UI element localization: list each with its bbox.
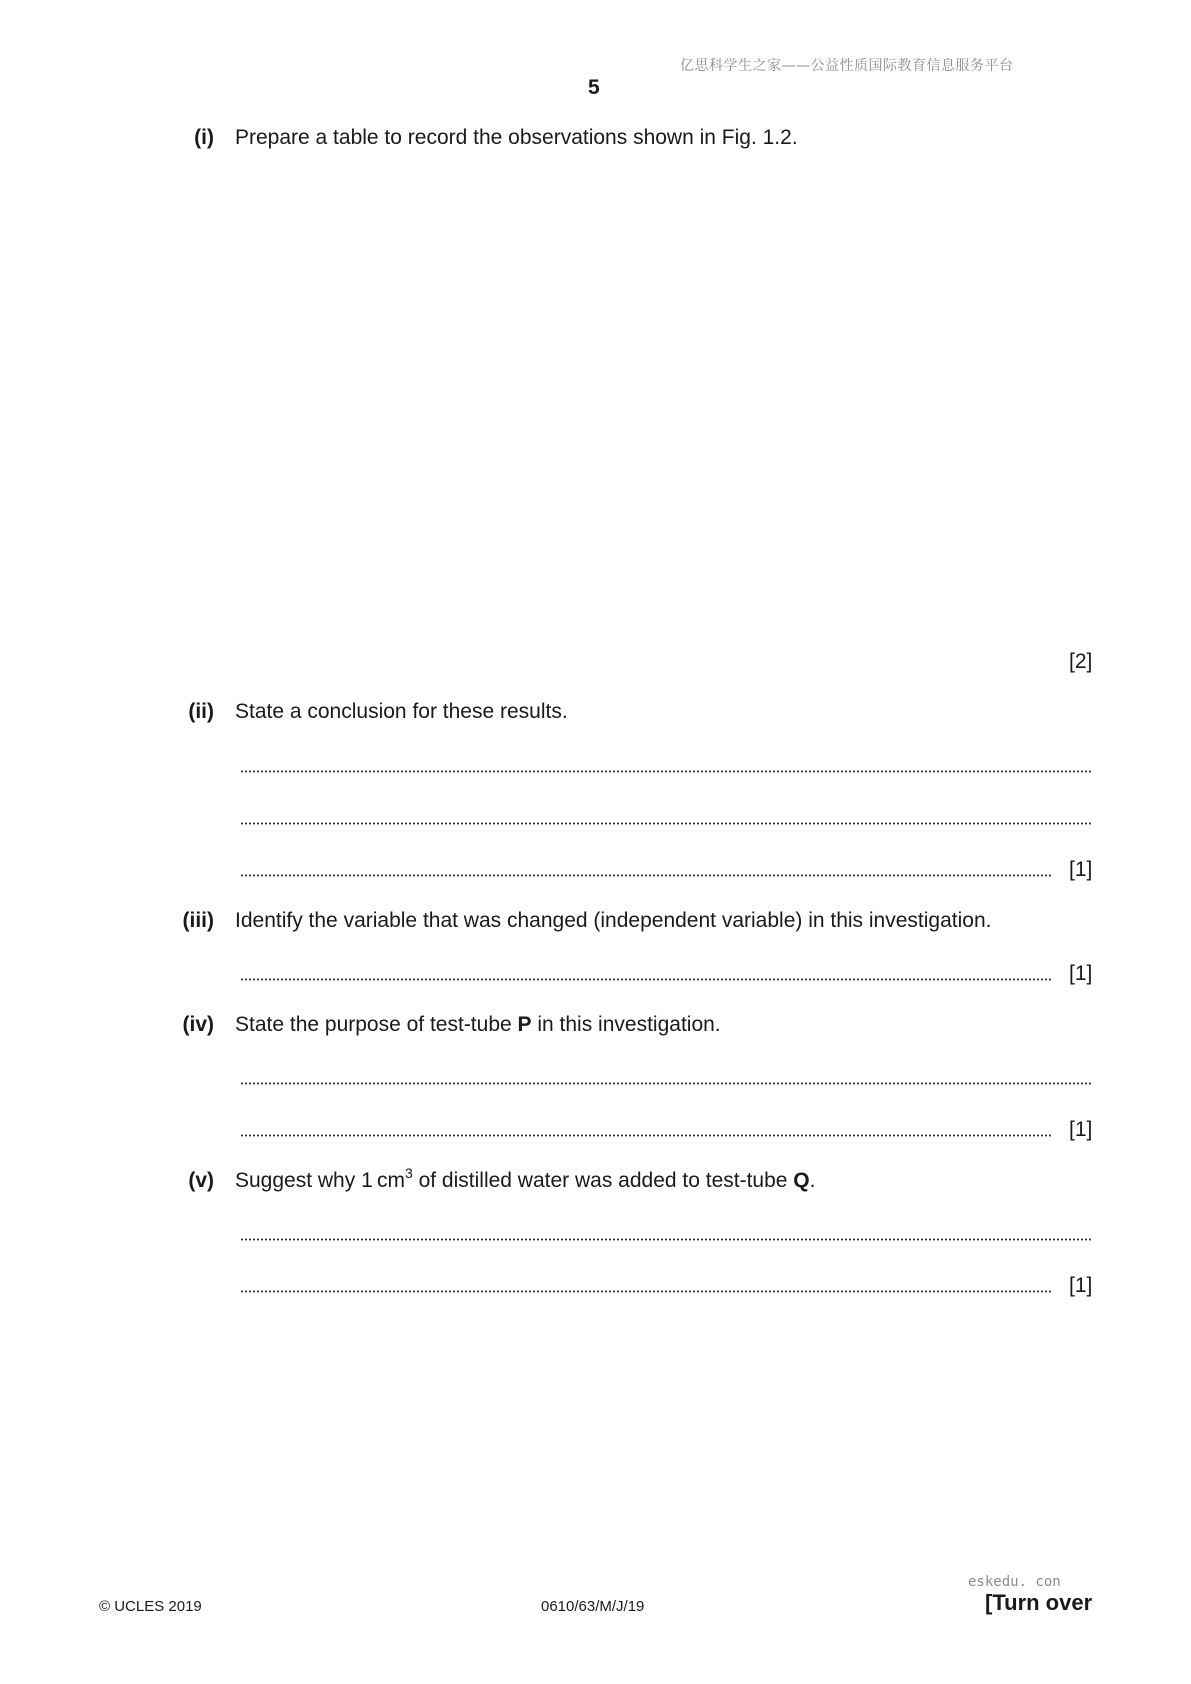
question-v-text: Suggest why 1 $cm^3$ of distilled water was added to test-tube Q. <box>235 1165 816 1192</box>
question-iii-marks: [1] <box>1069 962 1093 985</box>
question-iv-marks: [1] <box>1069 1118 1093 1141</box>
table-answer-space[interactable] <box>235 165 1092 635</box>
question-v-label: (v) <box>188 1169 214 1192</box>
turn-over-label: [Turn over <box>985 1590 1093 1615</box>
answer-line[interactable] <box>240 1290 1052 1293</box>
footer-site-watermark: eskedu. con <box>968 1574 1061 1590</box>
question-ii-marks: [1] <box>1069 858 1093 881</box>
question-iv-text: State the purpose of test-tube P in this investigation. <box>235 1013 721 1036</box>
footer-paper-code: 0610/63/M/J/19 <box>541 1598 645 1615</box>
question-i-text: Prepare a table to record the observations shown in Fig. 1.2. <box>235 126 798 149</box>
question-ii-label: (ii) <box>188 700 214 723</box>
answer-line[interactable] <box>240 822 1092 825</box>
question-i-label: (i) <box>194 126 214 149</box>
test-tube-p-label: P <box>517 1013 532 1036</box>
answer-line[interactable] <box>240 874 1052 877</box>
question-iv-label: (iv) <box>182 1013 214 1036</box>
question-i-marks: [2] <box>1069 650 1093 673</box>
footer-copyright: © UCLES 2019 <box>99 1598 202 1615</box>
answer-line[interactable] <box>240 770 1092 773</box>
question-v-marks: [1] <box>1069 1274 1093 1297</box>
question-iii-text: Identify the variable that was changed (independent variable) in this investigation. <box>235 909 992 932</box>
question-iii-label: (iii) <box>182 909 214 932</box>
page-number: 5 <box>588 76 600 99</box>
test-tube-q-label: Q <box>793 1169 810 1192</box>
watermark-text: 亿思科学生之家——公益性质国际教育信息服务平台 <box>680 58 1014 74</box>
question-ii-text: State a conclusion for these results. <box>235 700 568 723</box>
answer-line[interactable] <box>240 1134 1052 1137</box>
answer-line[interactable] <box>240 1238 1092 1241</box>
answer-line[interactable] <box>240 978 1052 981</box>
answer-line[interactable] <box>240 1082 1092 1085</box>
